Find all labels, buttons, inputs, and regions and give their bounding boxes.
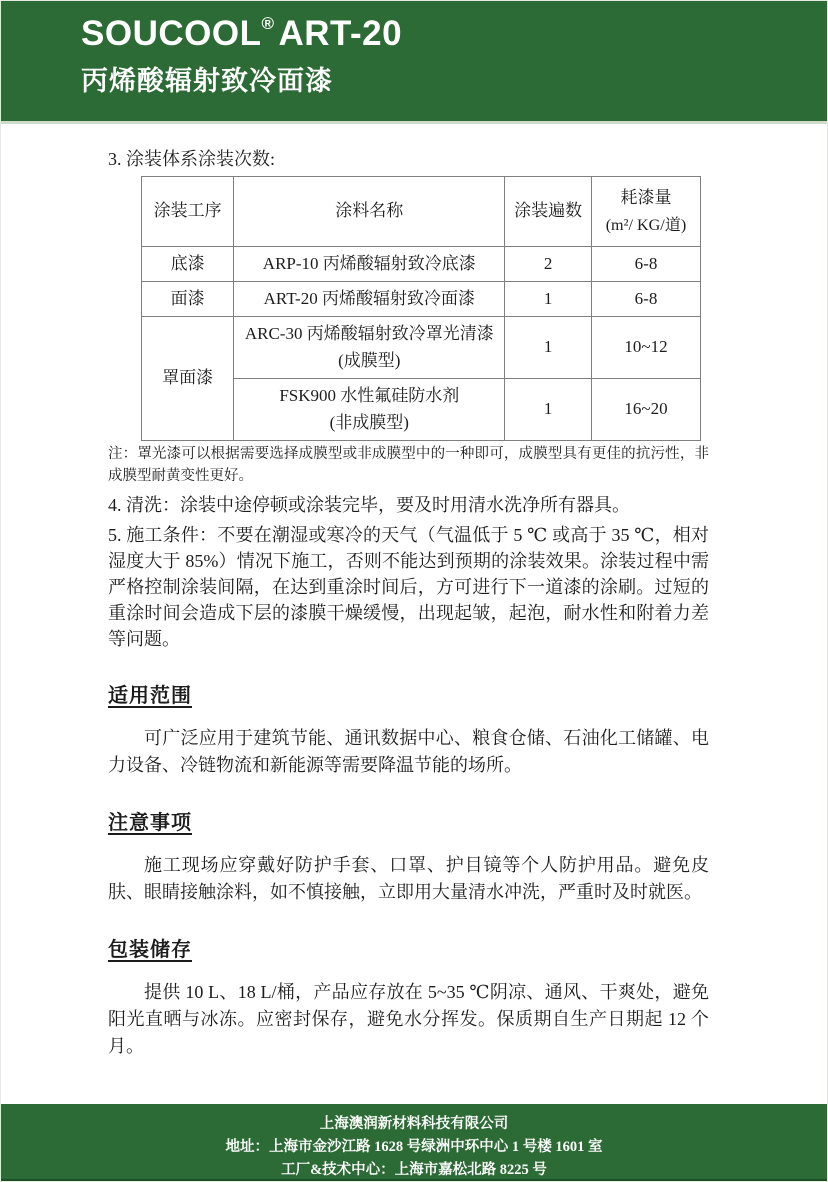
cell-consumption: 6-8: [591, 247, 700, 282]
cell-process: 面漆: [142, 282, 234, 317]
cell-product-name: [234, 317, 505, 379]
table-row: [142, 247, 701, 282]
section-application-scope: [108, 682, 709, 779]
cell-consumption: 6-8: [591, 282, 700, 317]
cell-consumption: 16~20: [591, 379, 700, 441]
factory-address: 工厂&技术中心：上海市嘉松北路 8225 号: [281, 1162, 547, 1179]
model-number: ART-20: [278, 14, 403, 53]
section-precautions: [108, 809, 709, 906]
cell-process: 底漆: [142, 247, 234, 282]
table-header-row: [142, 177, 701, 247]
cell-coats: 2: [505, 247, 592, 282]
main-content: [1, 124, 827, 1060]
cell-coats: 1: [505, 317, 592, 379]
section-title: 适用范围: [108, 685, 192, 708]
header-cell-consumption: [591, 177, 700, 247]
cell-coats: 1: [505, 282, 592, 317]
brand-name: SOUCOOL: [81, 14, 262, 53]
section-packaging-storage: [108, 936, 709, 1060]
table-note: 注：罩光漆可以根据需要选择成膜型或非成膜型中的一种即可，成膜型具有更佳的抗污性，非成膜型耐黄变性更好。: [108, 446, 709, 484]
section-title: 包装储存: [108, 939, 192, 962]
coating-times-label: 3. 涂装体系涂装次数:: [108, 149, 276, 169]
table-row: [142, 317, 701, 379]
section-paragraph: 施工现场应穿戴好防护手套、口罩、护目镜等个人防护用品。避免皮肤、眼睛接触涂料，如不慎接触，立即用大量清水冲洗，严重时及时就医。: [108, 855, 709, 903]
cell-coats: 1: [505, 379, 592, 441]
header-cell-name: 涂料名称: [234, 177, 505, 247]
section-paragraph: 可广泛应用于建筑节能、通讯数据中心、粮食仓储、石油化工储罐、电力设备、冷链物流和新能源等需要降温节能的场所。: [108, 728, 709, 776]
cell-consumption: 10~12: [591, 317, 700, 379]
product-type-note: (成膜型): [338, 350, 401, 370]
brand-title: [81, 15, 827, 54]
product-subtitle: 丙烯酸辐射致冷面漆: [81, 65, 333, 96]
product-name-line: ARC-30 丙烯酸辐射致冷罩光清漆: [244, 324, 494, 344]
header-cell-process: 涂装工序: [142, 177, 234, 247]
cleaning-item: 4. 清洗：涂装中途停顿或涂装完毕，要及时用清水洗净所有器具。: [108, 494, 630, 515]
company-name: 上海澳润新材料科技有限公司: [319, 1116, 509, 1132]
registered-trademark-mark: ®: [261, 14, 275, 33]
construction-conditions-item: 5. 施工条件：不要在潮湿或寒冷的天气（气温低于 5 ℃ 或高于 35 ℃，相对湿度大于 85%）情况下施工，否则不能达到预期的涂装效果。涂装过程中需严格控制涂装间隔，在达到重涂时间后，方可进行下一道漆的涂刷。过短的重涂时间会造成下层的漆膜干燥缓慢，出现起皱，起泡，耐水性和附着力差等问题。: [108, 524, 709, 650]
product-name-line: FSK900 水性氟硅防水剂: [279, 386, 460, 406]
company-address: 地址：上海市金沙江路 1628 号绿洲中环中心 1 号楼 1601 室: [225, 1139, 603, 1156]
table-row: [142, 282, 701, 317]
section-title: 注意事项: [108, 812, 192, 835]
product-type-note: (非成膜型): [329, 412, 409, 432]
consumption-label-line2: (m²/ KG/道): [605, 216, 687, 234]
header-cell-coats: 涂装遍数: [505, 177, 592, 247]
footer-band: [1, 1104, 827, 1181]
cell-product-name: ARP-10 丙烯酸辐射致冷底漆: [234, 247, 505, 282]
header-band: [1, 1, 827, 124]
consumption-label-line1: 耗漆量: [620, 188, 672, 208]
cell-product-name: ART-20 丙烯酸辐射致冷面漆: [234, 282, 505, 317]
cell-process: 罩面漆: [142, 317, 234, 441]
section-paragraph: 提供 10 L、18 L/桶，产品应存放在 5~35 ℃阴凉、通风、干爽处，避免阳光直晒与冰冻。应密封保存，避免水分挥发。保质期自生产日期起 12 个月。: [108, 982, 709, 1057]
coating-system-table: [141, 176, 701, 441]
cell-product-name: [234, 379, 505, 441]
